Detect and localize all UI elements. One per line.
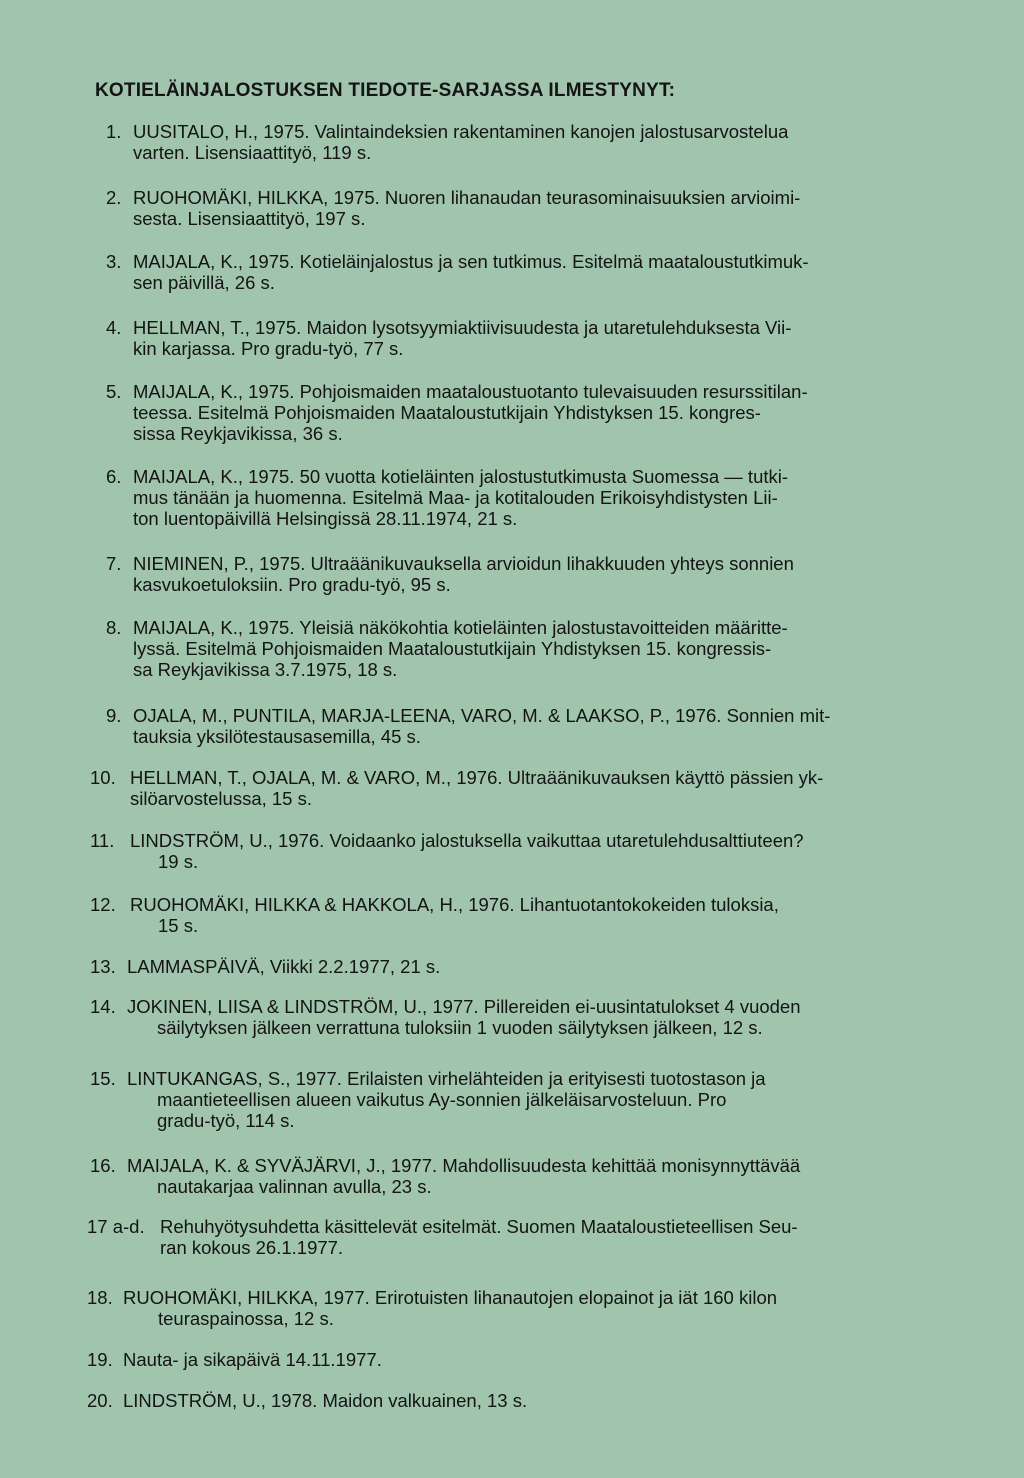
entry-number: 17 a-d.: [87, 1216, 145, 1237]
entry-number: 6.: [106, 466, 122, 487]
entry-text: [130, 830, 900, 872]
entry-text: [127, 1068, 897, 1131]
entry-number: 4.: [106, 317, 122, 338]
entry-line: teessa. Esitelmä Pohjoismaiden Maataloustutkijain Yhdistyksen 15. kongres-: [133, 402, 761, 423]
entry-number: 18.: [87, 1287, 113, 1308]
entry-line: sissa Reykjavikissa, 36 s.: [133, 423, 343, 444]
entry-number: 15.: [90, 1068, 116, 1089]
entry-line: LAMMASPÄIVÄ, Viikki 2.2.1977, 21 s.: [127, 956, 441, 977]
entry-line: 19 s.: [158, 851, 199, 872]
entry-line: UUSITALO, H., 1975. Valintaindeksien rakentaminen kanojen jalostusarvostelua: [133, 121, 789, 142]
entry-line: kin karjassa. Pro gradu-työ, 77 s.: [133, 338, 404, 359]
entry-line: mus tänään ja huomenna. Esitelmä Maa- ja kotitalouden Erikoisyhdistysten Lii-: [133, 487, 778, 508]
entry-number: 8.: [106, 617, 122, 638]
entry-line: LINDSTRÖM, U., 1978. Maidon valkuainen, 13 s.: [123, 1390, 528, 1411]
entry-text: [123, 1390, 893, 1411]
entry-text: [133, 617, 903, 680]
entry-line: LINTUKANGAS, S., 1977. Erilaisten virhelähteiden ja erityisesti tuotostason ja: [127, 1068, 766, 1089]
entry-line: sen päivillä, 26 s.: [133, 272, 275, 293]
entry-line: sesta. Lisensiaattityö, 197 s.: [133, 208, 366, 229]
entry-line: 15 s.: [158, 915, 199, 936]
entry-text: [133, 381, 903, 444]
entry-text: [130, 767, 900, 809]
entry-text: [130, 894, 900, 936]
entry-line: HELLMAN, T., 1975. Maidon lysotsyymiaktiivisuudesta ja utaretulehduksesta Vii-: [133, 317, 792, 338]
entry-number: 11.: [90, 830, 115, 851]
entry-number: 20.: [87, 1390, 113, 1411]
entry-line: varten. Lisensiaattityö, 119 s.: [133, 142, 372, 163]
entry-line: lyssä. Esitelmä Pohjoismaiden Maataloustutkijain Yhdistyksen 15. kongressis-: [133, 638, 772, 659]
entry-text: [127, 956, 897, 977]
entry-line: säilytyksen jälkeen verrattuna tuloksiin 1 vuoden säilytyksen jälkeen, 12 s.: [157, 1017, 763, 1038]
entry-text: [133, 705, 903, 747]
entry-number: 12.: [90, 894, 116, 915]
entry-text: [133, 466, 903, 529]
entry-text: [133, 187, 903, 229]
entry-line: tauksia yksilötestausasemilla, 45 s.: [133, 726, 421, 747]
entry-line: gradu-työ, 114 s.: [157, 1110, 295, 1131]
entry-line: Nauta- ja sikapäivä 14.11.1977.: [123, 1349, 382, 1370]
entry-line: Rehuhyötysuhdetta käsittelevät esitelmät. Suomen Maataloustieteellisen Seu-: [160, 1216, 798, 1237]
entry-text: [133, 121, 903, 163]
entry-number: 5.: [106, 381, 122, 402]
entry-number: 7.: [106, 553, 122, 574]
entry-line: teuraspainossa, 12 s.: [158, 1308, 334, 1329]
entry-text: [133, 251, 903, 293]
entry-number: 3.: [106, 251, 122, 272]
entry-line: kasvukoetuloksiin. Pro gradu-työ, 95 s.: [133, 574, 451, 595]
entry-text: [127, 1155, 897, 1197]
entry-line: OJALA, M., PUNTILA, MARJA-LEENA, VARO, M. & LAAKSO, P., 1976. Sonnien mit-: [133, 705, 831, 726]
entry-number: 13.: [90, 956, 116, 977]
entry-line: MAIJALA, K., 1975. Kotieläinjalostus ja sen tutkimus. Esitelmä maataloustutkimuk-: [133, 251, 809, 272]
entry-line: ton luentopäivillä Helsingissä 28.11.1974, 21 s.: [133, 508, 518, 529]
entry-line: LINDSTRÖM, U., 1976. Voidaanko jalostuksella vaikuttaa utaretulehdusalttiuteen?: [130, 830, 804, 851]
entry-line: MAIJALA, K., 1975. Yleisiä näkökohtia kotieläinten jalostustavoitteiden määritte-: [133, 617, 788, 638]
entry-line: MAIJALA, K. & SYVÄJÄRVI, J., 1977. Mahdollisuudesta kehittää monisynnyttävää: [127, 1155, 801, 1176]
entry-text: [133, 317, 903, 359]
entry-text: [123, 1287, 893, 1329]
entry-line: JOKINEN, LIISA & LINDSTRÖM, U., 1977. Pillereiden ei-uusintatulokset 4 vuoden: [127, 996, 801, 1017]
entry-line: ran kokous 26.1.1977.: [160, 1237, 344, 1258]
entry-line: silöarvostelussa, 15 s.: [130, 788, 313, 809]
entry-line: NIEMINEN, P., 1975. Ultraäänikuvauksella arvioidun lihakkuuden yhteys sonnien: [133, 553, 794, 574]
entry-line: maantieteellisen alueen vaikutus Ay-sonnien jälkeläisarvosteluun. Pro: [157, 1089, 727, 1110]
entry-text: [160, 1216, 930, 1258]
entry-line: MAIJALA, K., 1975. 50 vuotta kotieläinten jalostustutkimusta Suomessa — tutki-: [133, 466, 789, 487]
entry-line: HELLMAN, T., OJALA, M. & VARO, M., 1976. Ultraäänikuvauksen käyttö pässien yk-: [130, 767, 824, 788]
page-heading: KOTIELÄINJALOSTUKSEN TIEDOTE-SARJASSA ILMESTYNYT:: [95, 80, 676, 101]
entry-line: RUOHOMÄKI, HILKKA, 1975. Nuoren lihanaudan teurasominaisuuksien arvioimi-: [133, 187, 801, 208]
entry-line: MAIJALA, K., 1975. Pohjoismaiden maataloustuotanto tulevaisuuden resurssitilan-: [133, 381, 808, 402]
entry-text: [133, 553, 903, 595]
entry-number: 14.: [90, 996, 116, 1017]
entry-text: [123, 1349, 893, 1370]
entry-line: sa Reykjavikissa 3.7.1975, 18 s.: [133, 659, 398, 680]
entry-number: 10.: [90, 767, 116, 788]
entry-line: RUOHOMÄKI, HILKKA, 1977. Erirotuisten lihanautojen elopainot ja iät 160 kilon: [123, 1287, 778, 1308]
entry-number: 19.: [87, 1349, 113, 1370]
entry-line: RUOHOMÄKI, HILKKA & HAKKOLA, H., 1976. Lihantuotantokokeiden tuloksia,: [130, 894, 779, 915]
entry-number: 1.: [106, 121, 122, 142]
entry-number: 9.: [106, 705, 122, 726]
entry-number: 16.: [90, 1155, 116, 1176]
entry-line: nautakarjaa valinnan avulla, 23 s.: [157, 1176, 432, 1197]
entry-text: [127, 996, 897, 1038]
entry-number: 2.: [106, 187, 122, 208]
